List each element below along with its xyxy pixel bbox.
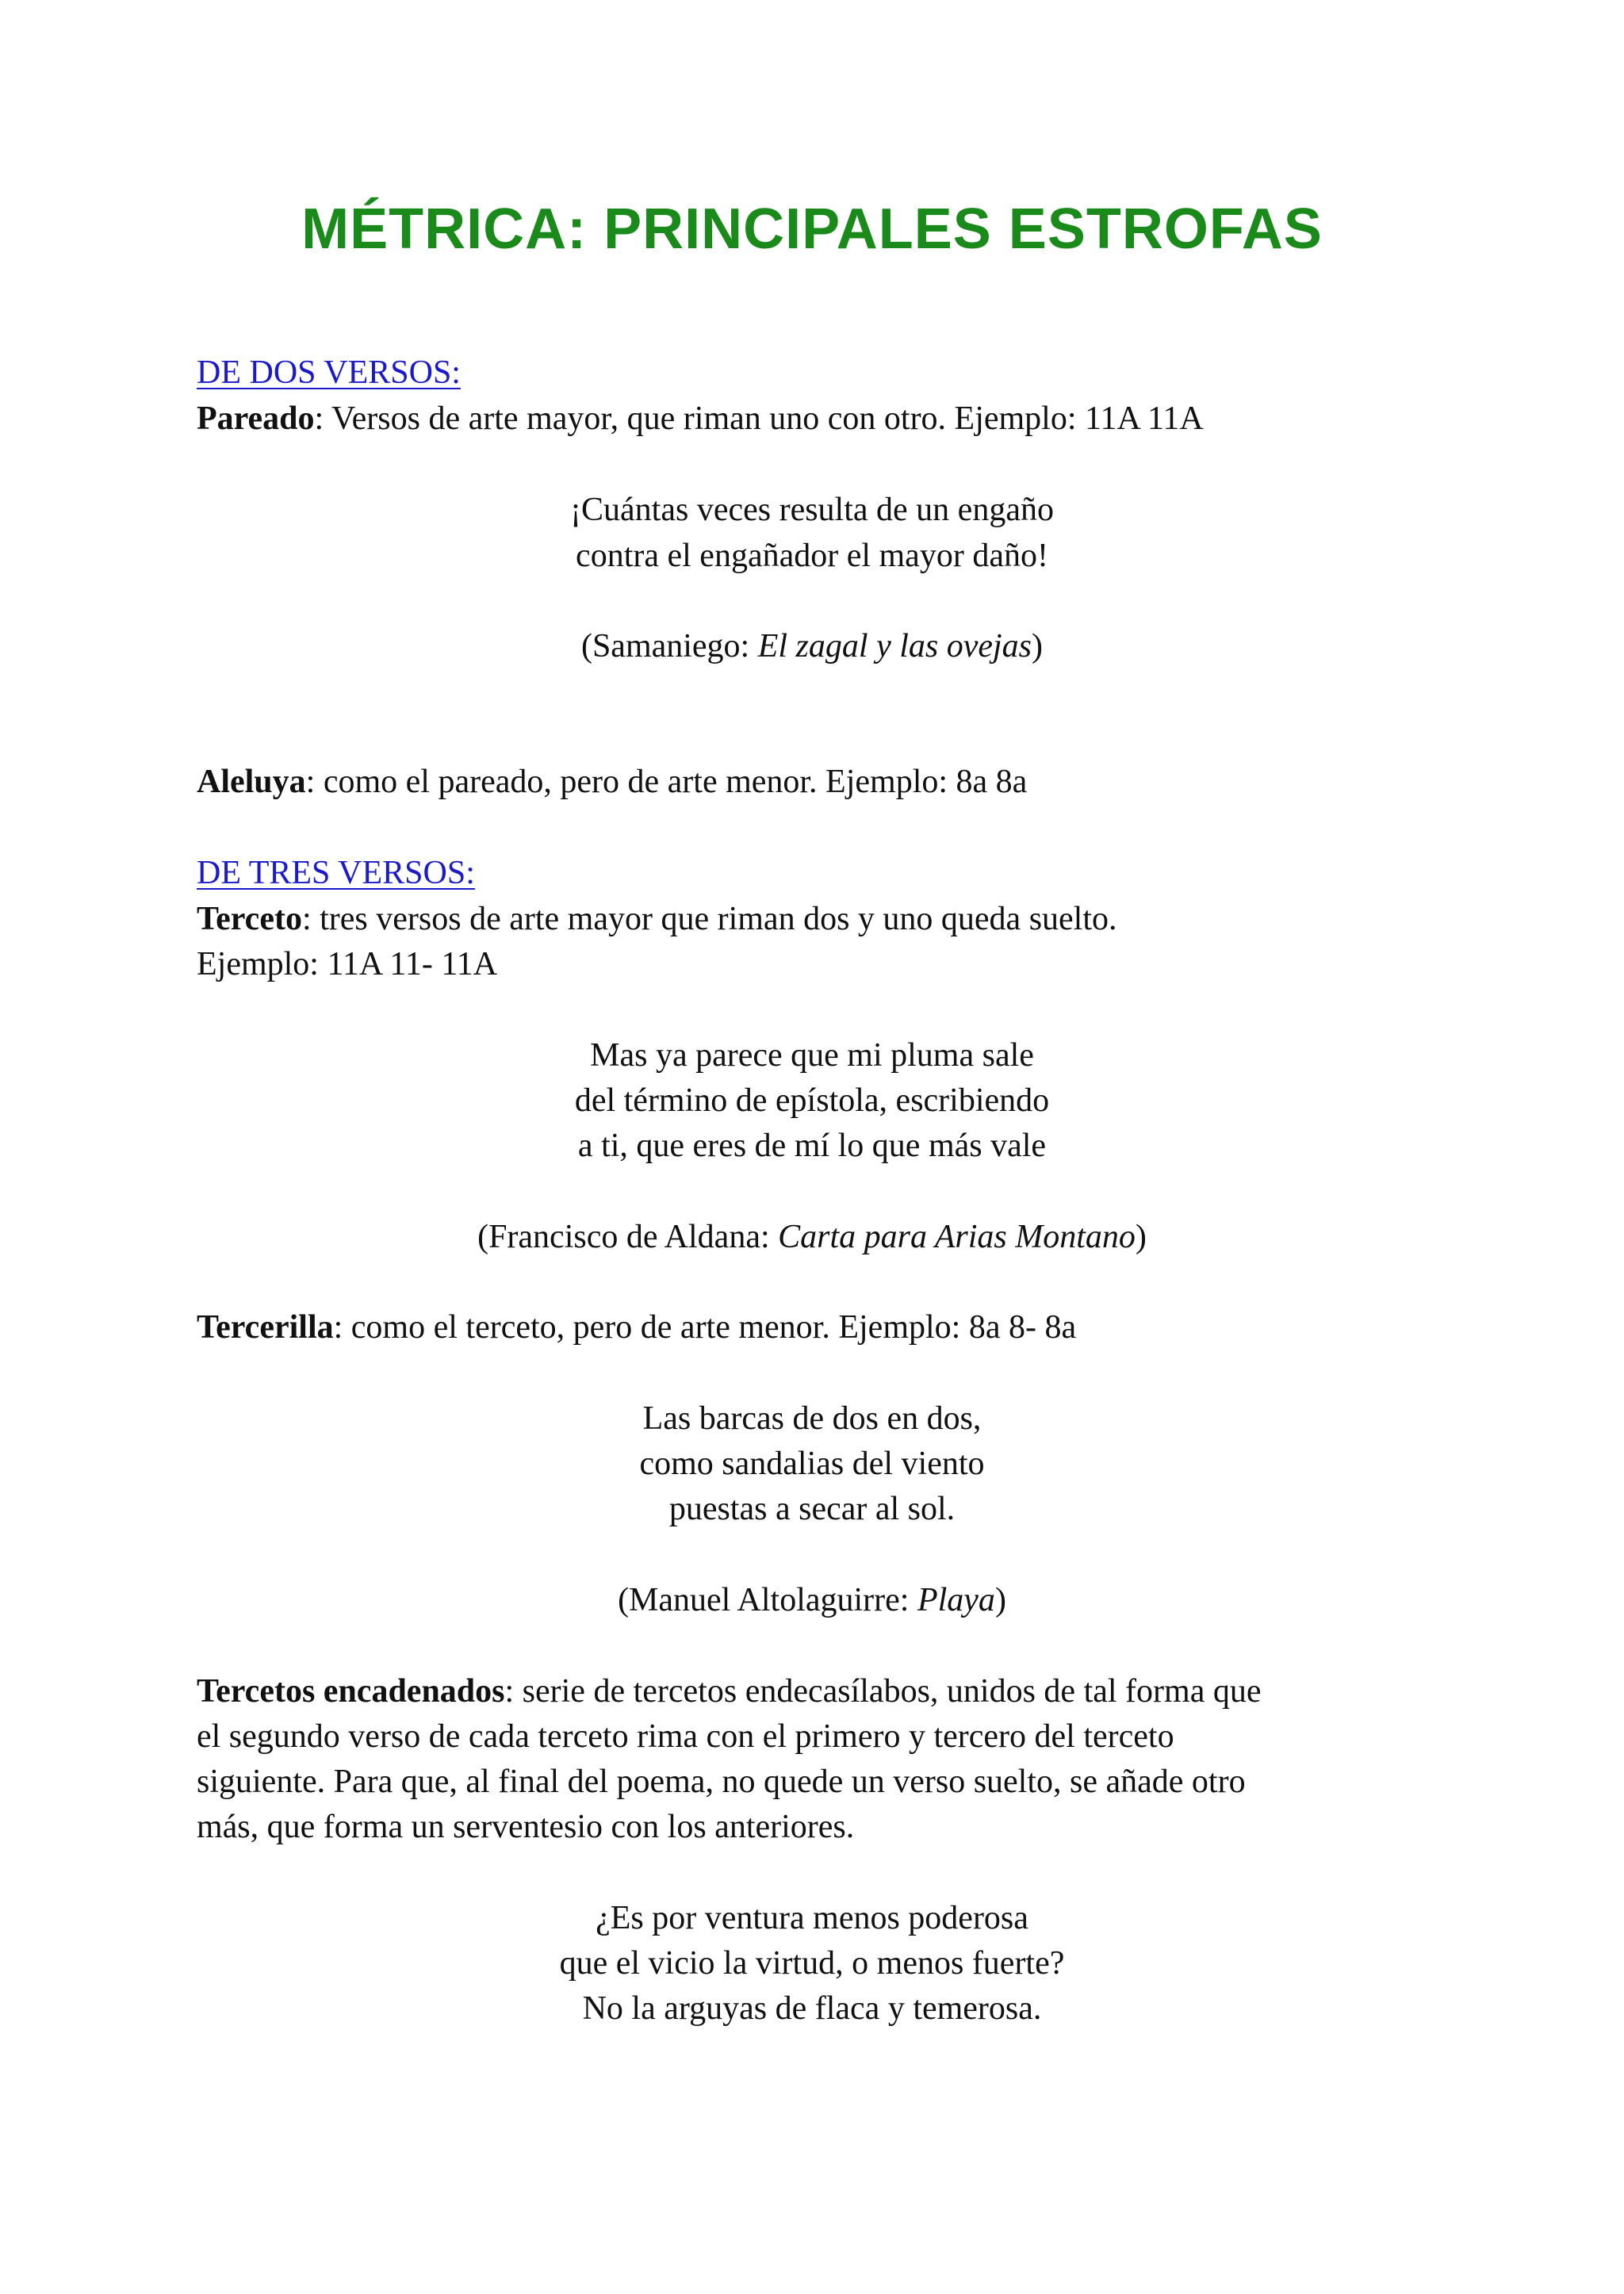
section-heading-dos-versos[interactable]: DE DOS VERSOS:	[197, 354, 461, 391]
tercerilla-verse: puestas a secar al sol.	[668, 1491, 956, 1527]
terceto-citation	[0, 1214, 1624, 1260]
tercerilla-definition	[197, 1304, 1076, 1350]
encadenados-definition-line: el segundo verso de cada terceto rima con el primero y tercero del terceto	[197, 1718, 1174, 1755]
aleluya-term: Aleluya	[197, 764, 306, 800]
aleluya-definition	[197, 759, 1027, 805]
tercerilla-verse: como sandalias del viento	[639, 1446, 985, 1482]
tercerilla-citation	[0, 1577, 1624, 1623]
page-title: MÉTRICA: PRINCIPALES ESTROFAS	[301, 197, 1323, 261]
pareado-citation	[0, 623, 1624, 669]
citation-close: )	[1032, 628, 1044, 664]
terceto-term: Terceto	[197, 901, 302, 937]
encadenados-verse: ¿Es por ventura menos poderosa	[596, 1900, 1028, 1936]
encadenados-definition	[197, 1668, 1261, 1714]
citation-work: El zagal y las ovejas	[757, 628, 1032, 664]
terceto-verse: Mas ya parece que mi pluma sale	[590, 1037, 1034, 1074]
terceto-verse: a ti, que eres de mí lo que más vale	[577, 1128, 1047, 1164]
citation-author: (Samaniego:	[580, 628, 758, 664]
citation-close: )	[994, 1582, 1006, 1618]
citation-close: )	[1135, 1219, 1147, 1255]
citation-author: (Francisco de Aldana:	[477, 1219, 779, 1255]
pareado-definition	[197, 396, 1204, 442]
section-heading-tres-versos[interactable]: DE TRES VERSOS:	[197, 855, 475, 891]
tercerilla-verse: Las barcas de dos en dos,	[642, 1400, 982, 1437]
pareado-term: Pareado	[197, 400, 315, 437]
encadenados-definition-text: : serie de tercetos endecasílabos, unidos de tal forma que	[504, 1673, 1262, 1710]
terceto-definition-text: : tres versos de arte mayor que riman dos y uno queda suelto.	[301, 901, 1117, 937]
aleluya-definition-text: : como el pareado, pero de arte menor. Ejemplo: 8a 8a	[305, 764, 1028, 800]
pareado-verse: contra el engañador el mayor daño!	[576, 538, 1048, 574]
tercerilla-definition-text: : como el terceto, pero de arte menor. Ejemplo: 8a 8- 8a	[333, 1309, 1077, 1346]
pareado-definition-text: : Versos de arte mayor, que riman uno con otro. Ejemplo: 11A 11A	[314, 400, 1204, 437]
terceto-definition-line2: Ejemplo: 11A 11- 11A	[197, 946, 498, 982]
encadenados-verse: No la arguyas de flaca y temerosa.	[582, 1990, 1042, 2027]
encadenados-verse: que el vicio la virtud, o menos fuerte?	[559, 1945, 1065, 1982]
encadenados-term: Tercetos encadenados	[197, 1673, 505, 1710]
citation-work: Playa	[917, 1582, 995, 1618]
citation-work: Carta para Arias Montano	[778, 1219, 1136, 1255]
citation-author: (Manuel Altolaguirre:	[618, 1582, 917, 1618]
pareado-verse: ¡Cuántas veces resulta de un engaño	[570, 492, 1054, 528]
terceto-verse: del término de epístola, escribiendo	[574, 1082, 1050, 1119]
terceto-definition	[197, 896, 1117, 942]
tercerilla-term: Tercerilla	[197, 1309, 334, 1346]
encadenados-definition-line: siguiente. Para que, al final del poema, no quede un verso suelto, se añade otro	[197, 1764, 1246, 1800]
encadenados-definition-line: más, que forma un serventesio con los anteriores.	[197, 1809, 855, 1845]
